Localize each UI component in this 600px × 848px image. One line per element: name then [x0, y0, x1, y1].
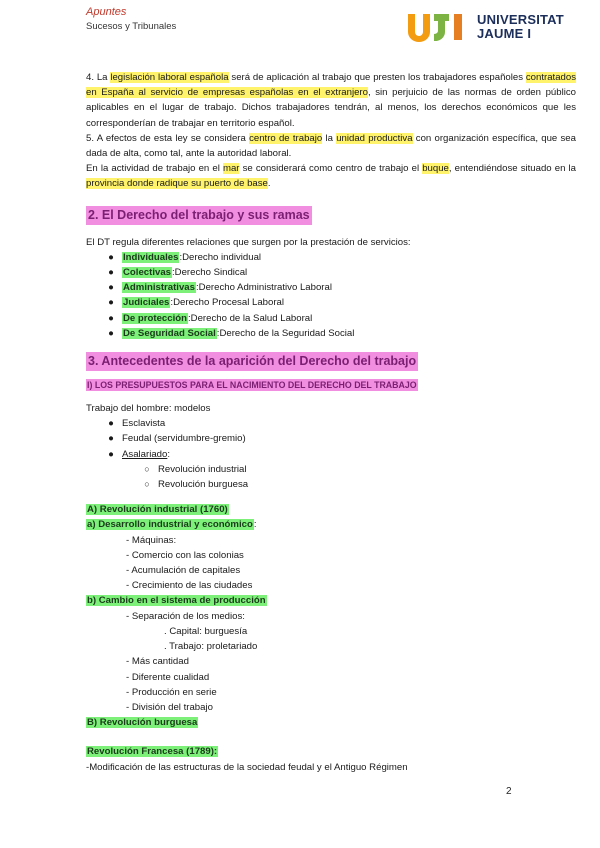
header-subtitle: Sucesos y Tribunales — [86, 21, 177, 32]
list-item: - Más cantidad — [126, 656, 189, 668]
text: , entendiéndose situado en la — [448, 163, 576, 175]
text: : — [253, 519, 257, 531]
list-item — [106, 311, 576, 326]
cambio-list — [126, 609, 576, 715]
highlight: b) Cambio en el sistema de producción — [87, 595, 266, 607]
branch-desc: :Derecho Procesal Laboral — [170, 297, 284, 309]
list-item: - Comercio con las colonias — [126, 549, 244, 561]
branch-key: De protección — [123, 312, 187, 324]
asalariado-sublist — [142, 462, 576, 492]
bullet-icon: ● — [108, 267, 114, 279]
circle-bullet-icon: ○ — [144, 479, 150, 490]
logo-text — [477, 13, 564, 41]
bullet-icon: ● — [108, 312, 114, 324]
highlight: mar — [222, 163, 240, 175]
section-2-heading: 2. El Derecho del trabajo y sus ramas — [86, 206, 312, 225]
text: con organización específica, que sea dada de alta, como tal, ante la autoridad laboral. — [86, 132, 576, 160]
bullet-icon: ● — [108, 327, 114, 339]
highlight: contratados en España al servicio de empresas españolas en el extranjero — [86, 72, 576, 99]
branch-desc: :Derecho de la Salud Laboral — [187, 312, 313, 324]
header-apuntes: Apuntes — [86, 6, 127, 18]
text: En la actividad de trabajo en el — [86, 163, 223, 175]
list-item — [142, 462, 576, 477]
text: será de aplicación al trabajo que presten los trabajadores españoles — [228, 72, 526, 83]
paragraph-4 — [86, 70, 576, 131]
list-item: . Trabajo: proletariado — [164, 641, 258, 653]
highlight: Revolución Francesa (1789): — [87, 746, 218, 758]
text: 5. A efectos de esta ley se considera — [86, 132, 250, 144]
list-item: - Producción en serie — [126, 686, 217, 698]
highlight: a) Desarrollo industrial y económico — [87, 519, 253, 531]
section-2-heading-wrap — [86, 206, 576, 225]
rev-industrial-heading — [86, 502, 576, 517]
branch-key: Individuales — [123, 251, 179, 263]
model-label: Feudal (servidumbre-gremio) — [122, 433, 246, 445]
section-3-heading: 3. Antecedentes de la aparición del Derecho del trabajo — [86, 352, 418, 371]
list-item — [106, 280, 576, 295]
list-item: - Acumulación de capitales — [126, 565, 241, 577]
section-2-intro: El DT regula diferentes relaciones que surgen por la prestación de servicios: — [86, 236, 411, 248]
text: . — [267, 178, 271, 190]
uji-logo-icon — [408, 12, 470, 42]
list-item — [106, 295, 576, 310]
sub-label: Revolución industrial — [158, 463, 247, 475]
section-3-heading-wrap — [86, 352, 576, 371]
text: , sin perjuicio de las normas de orden público aplicables en el lugar de trabajo. Dichos trabajadores tendrán, al menos, los derechos económicos que les corresponderían de trabajar en territorio español. — [86, 87, 576, 129]
models-list — [106, 416, 576, 446]
modificacion-text: -Modificación de las estructuras de la sociedad feudal y el Antiguo Régimen — [86, 761, 408, 773]
rev-burguesa-heading — [86, 715, 576, 730]
list-item — [106, 250, 576, 265]
branch-desc: :Derecho Administrativo Laboral — [195, 282, 332, 294]
branch-key: Colectivas — [123, 267, 171, 279]
list-item: - Máquinas: — [126, 534, 177, 546]
list-item: - Crecimiento de las ciudades — [126, 580, 253, 592]
cambio-heading — [86, 593, 576, 608]
bullet-icon: ● — [108, 297, 114, 309]
logo-line-2: JAUME I — [477, 26, 532, 41]
list-item: . Capital: burguesía — [164, 625, 248, 637]
list-item: - División del trabajo — [126, 701, 213, 713]
page-number: 2 — [506, 786, 512, 797]
branch-desc: :Derecho individual — [179, 251, 262, 263]
list-item: - Diferente cualidad — [126, 671, 210, 683]
document-body — [86, 70, 576, 775]
list-item: - Separación de los medios: — [126, 610, 245, 622]
model-label: Esclavista — [122, 418, 166, 430]
highlight: provincia donde radique su puerto de base — [86, 178, 268, 190]
highlight: A) Revolución industrial (1760) — [87, 504, 228, 516]
branch-desc: :Derecho Sindical — [172, 267, 248, 279]
bullet-icon: ● — [108, 448, 114, 460]
highlight: buque — [422, 163, 449, 175]
highlight: legislación laboral española — [110, 72, 229, 83]
branches-list — [106, 250, 576, 341]
bullet-icon: ● — [108, 251, 114, 263]
asalariado-label: Asalariado — [122, 448, 168, 460]
list-item — [106, 416, 576, 431]
highlight: unidad productiva — [336, 132, 413, 144]
text: : — [167, 448, 171, 460]
list-item — [142, 477, 576, 492]
highlight: centro de trabajo — [249, 132, 323, 144]
highlight: B) Revolución burguesa — [87, 717, 198, 729]
section-3-subheading-wrap — [86, 379, 576, 391]
list-item — [106, 447, 576, 462]
list-item — [106, 265, 576, 280]
list-item — [106, 326, 576, 341]
text: la — [322, 132, 337, 144]
branch-key: Administrativas — [123, 282, 195, 294]
bullet-icon: ● — [108, 282, 114, 294]
rev-francesa-heading — [86, 744, 576, 759]
paragraph-6 — [86, 161, 576, 191]
logo-line-1: UNIVERSITAT — [477, 12, 564, 27]
bullet-icon: ● — [108, 433, 114, 445]
branch-key: De Seguridad Social — [123, 327, 216, 339]
text: se considerará como centro de trabajo el — [239, 163, 423, 175]
asalariado-list — [106, 447, 576, 462]
section-3-subheading: I) LOS PRESUPUESTOS PARA EL NACIMIENTO DEL DERECHO DEL TRABAJO — [87, 380, 417, 391]
branch-desc: :Derecho de la Seguridad Social — [216, 327, 355, 339]
paragraph-5 — [86, 131, 576, 161]
text: 4. La — [86, 72, 111, 83]
models-intro: Trabajo del hombre: modelos — [86, 403, 211, 415]
university-logo — [408, 12, 578, 44]
list-item — [106, 431, 576, 446]
sub-label: Revolución burguesa — [158, 479, 249, 491]
circle-bullet-icon: ○ — [144, 463, 150, 474]
bullet-icon: ● — [108, 418, 114, 430]
branch-key: Judiciales — [123, 297, 170, 309]
desarrollo-list — [126, 533, 576, 594]
desarrollo-heading — [86, 517, 576, 532]
